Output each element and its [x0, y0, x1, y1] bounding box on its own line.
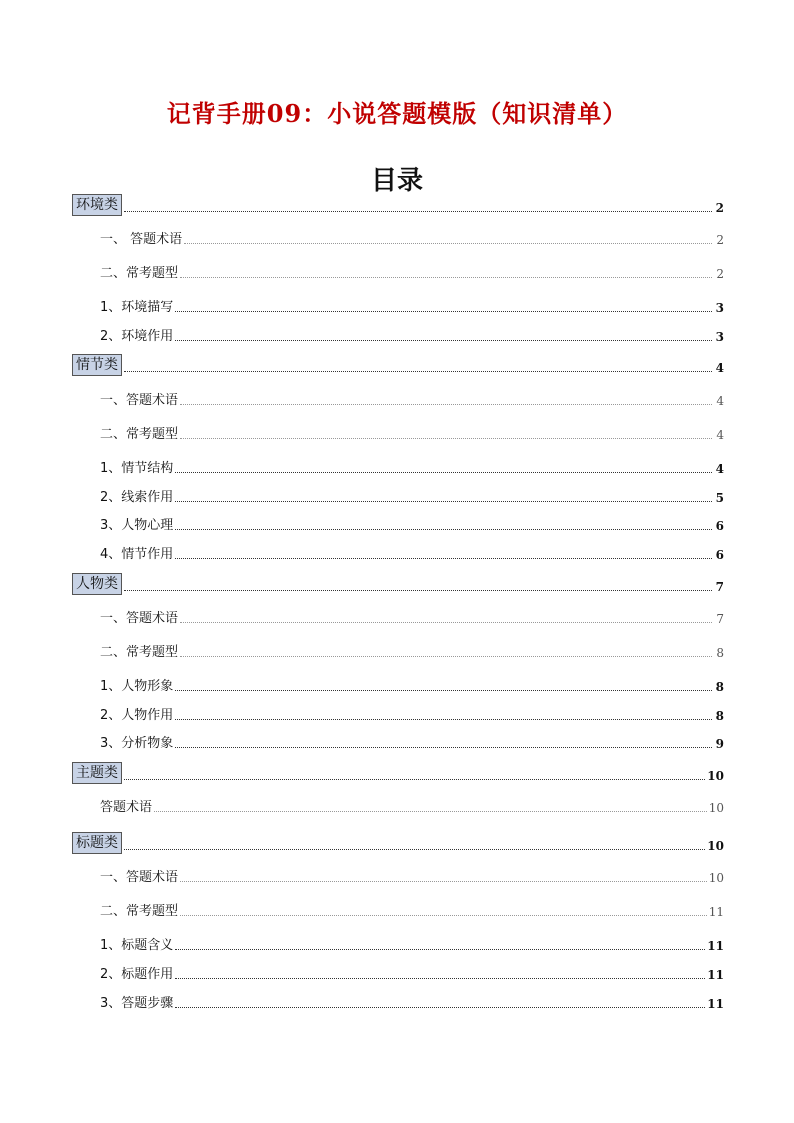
toc-page-number: 7 — [715, 580, 724, 594]
toc-entry-label: 一、答题术语 — [100, 393, 179, 408]
toc-page-number: 11 — [707, 968, 724, 982]
toc-page-number: 8 — [715, 709, 724, 723]
toc-category-row[interactable] — [72, 196, 724, 216]
toc-page-number: 10 — [707, 839, 724, 853]
toc-entry-label: 2、人物作用 — [100, 708, 174, 723]
toc-entry-row[interactable] — [72, 543, 724, 563]
toc-page-number: 3 — [715, 301, 724, 315]
toc-entry-row[interactable] — [72, 486, 724, 506]
toc-entry-row[interactable] — [72, 963, 724, 983]
toc-entry-label: 1、人物形象 — [100, 679, 174, 694]
toc-dot-leader — [175, 689, 712, 691]
toc-page-number: 10 — [708, 801, 724, 815]
toc-dot-leader — [180, 880, 707, 882]
toc-entry-label: 1、标题含义 — [100, 938, 174, 953]
toc-dot-leader — [175, 310, 712, 312]
toc-page-number: 6 — [715, 519, 724, 533]
toc-entry-label: 二、常考题型 — [100, 427, 179, 442]
toc-entry-row[interactable] — [72, 641, 724, 661]
toc-dot-leader — [175, 500, 712, 502]
toc-page-number: 4 — [716, 394, 724, 408]
toc-dot-leader — [124, 848, 705, 850]
toc-heading: 目录 — [370, 166, 423, 196]
toc-entry-row[interactable] — [72, 934, 724, 954]
toc-page-number: 10 — [708, 871, 724, 885]
toc-entry-label: 1、情节结构 — [100, 461, 174, 476]
toc-category-label: 情节类 — [72, 354, 122, 376]
toc-dot-leader — [180, 276, 712, 278]
toc-dot-leader — [124, 778, 705, 780]
toc-dot-leader — [184, 242, 712, 244]
toc-entry-row[interactable] — [72, 900, 724, 920]
toc-dot-leader — [180, 914, 707, 916]
toc-dot-leader — [175, 1006, 705, 1008]
toc-entry-row[interactable] — [72, 262, 724, 282]
toc-entry-row[interactable] — [72, 296, 724, 316]
toc-entry-label: 2、环境作用 — [100, 329, 174, 344]
toc-dot-leader — [180, 655, 712, 657]
toc-page-number: 8 — [716, 646, 724, 660]
toc-category-label: 标题类 — [72, 832, 122, 854]
toc-entry-label: 一、答题术语 — [100, 870, 179, 885]
toc-entry-row[interactable] — [72, 389, 724, 409]
toc-page-number: 10 — [707, 769, 724, 783]
toc-entry-label: 二、常考题型 — [100, 645, 179, 660]
document-title: 记背手册09：小说答题模版（知识清单） — [166, 99, 628, 128]
toc-page-number: 3 — [715, 330, 724, 344]
toc-page-number: 8 — [715, 680, 724, 694]
toc-entry-row[interactable] — [72, 457, 724, 477]
toc-category-label: 主题类 — [72, 762, 122, 784]
toc-entry-row[interactable] — [72, 796, 724, 816]
toc-page-number: 2 — [715, 201, 724, 215]
toc-page-number: 2 — [716, 267, 724, 281]
toc-page-number: 2 — [716, 233, 724, 247]
toc-entry-row[interactable] — [72, 732, 724, 752]
toc-page-number: 11 — [707, 939, 724, 953]
toc-category-row[interactable] — [72, 575, 724, 595]
toc-dot-leader — [124, 589, 712, 591]
toc-entry-label: 1、环境描写 — [100, 300, 174, 315]
toc-page-number: 4 — [715, 462, 724, 476]
toc-page-number: 5 — [715, 491, 724, 505]
toc-category-label: 环境类 — [72, 194, 122, 216]
toc-dot-leader — [175, 339, 712, 341]
toc-page-number: 11 — [708, 905, 724, 919]
toc-page-number: 4 — [715, 361, 724, 375]
toc-dot-leader — [175, 746, 712, 748]
toc-dot-leader — [175, 948, 705, 950]
toc-dot-leader — [175, 977, 705, 979]
toc-page-number: 11 — [707, 997, 724, 1011]
toc-entry-label: 二、常考题型 — [100, 266, 179, 281]
toc-dot-leader — [175, 718, 712, 720]
toc-entry-label: 2、线索作用 — [100, 490, 174, 505]
toc-dot-leader — [180, 621, 712, 623]
toc-entry-row[interactable] — [72, 607, 724, 627]
toc-entry-label: 3、人物心理 — [100, 518, 174, 533]
toc-entry-label: 4、情节作用 — [100, 547, 174, 562]
toc-category-label: 人物类 — [72, 573, 122, 595]
toc-page-number: 6 — [715, 548, 724, 562]
toc-page-number: 9 — [715, 737, 724, 751]
toc-entry-row[interactable] — [72, 325, 724, 345]
toc-entry-row[interactable] — [72, 423, 724, 443]
toc-entry-label: 一、 答题术语 — [100, 232, 183, 247]
toc-dot-leader — [175, 557, 712, 559]
toc-category-row[interactable] — [72, 356, 724, 376]
toc-entry-row[interactable] — [72, 704, 724, 724]
toc-page-number: 4 — [716, 428, 724, 442]
toc-entry-label: 二、常考题型 — [100, 904, 179, 919]
toc-entry-label: 3、答题步骤 — [100, 996, 174, 1011]
toc-dot-leader — [175, 528, 712, 530]
toc-entry-row[interactable] — [72, 228, 724, 248]
toc-dot-leader — [180, 437, 712, 439]
toc-dot-leader — [154, 810, 707, 812]
toc-dot-leader — [175, 471, 712, 473]
toc-entry-row[interactable] — [72, 675, 724, 695]
toc-entry-label: 2、标题作用 — [100, 967, 174, 982]
toc-dot-leader — [180, 403, 712, 405]
toc-dot-leader — [124, 370, 712, 372]
toc-dot-leader — [124, 210, 712, 212]
toc-entry-label: 一、答题术语 — [100, 611, 179, 626]
toc-entry-row[interactable] — [72, 514, 724, 534]
toc-entry-row[interactable] — [72, 992, 724, 1012]
toc-category-row[interactable] — [72, 834, 724, 854]
toc-entry-label: 3、分析物象 — [100, 736, 174, 751]
toc-entry-row[interactable] — [72, 866, 724, 886]
toc-category-row[interactable] — [72, 764, 724, 784]
toc-page-number: 7 — [716, 612, 724, 626]
toc-entry-label: 答题术语 — [100, 800, 153, 815]
